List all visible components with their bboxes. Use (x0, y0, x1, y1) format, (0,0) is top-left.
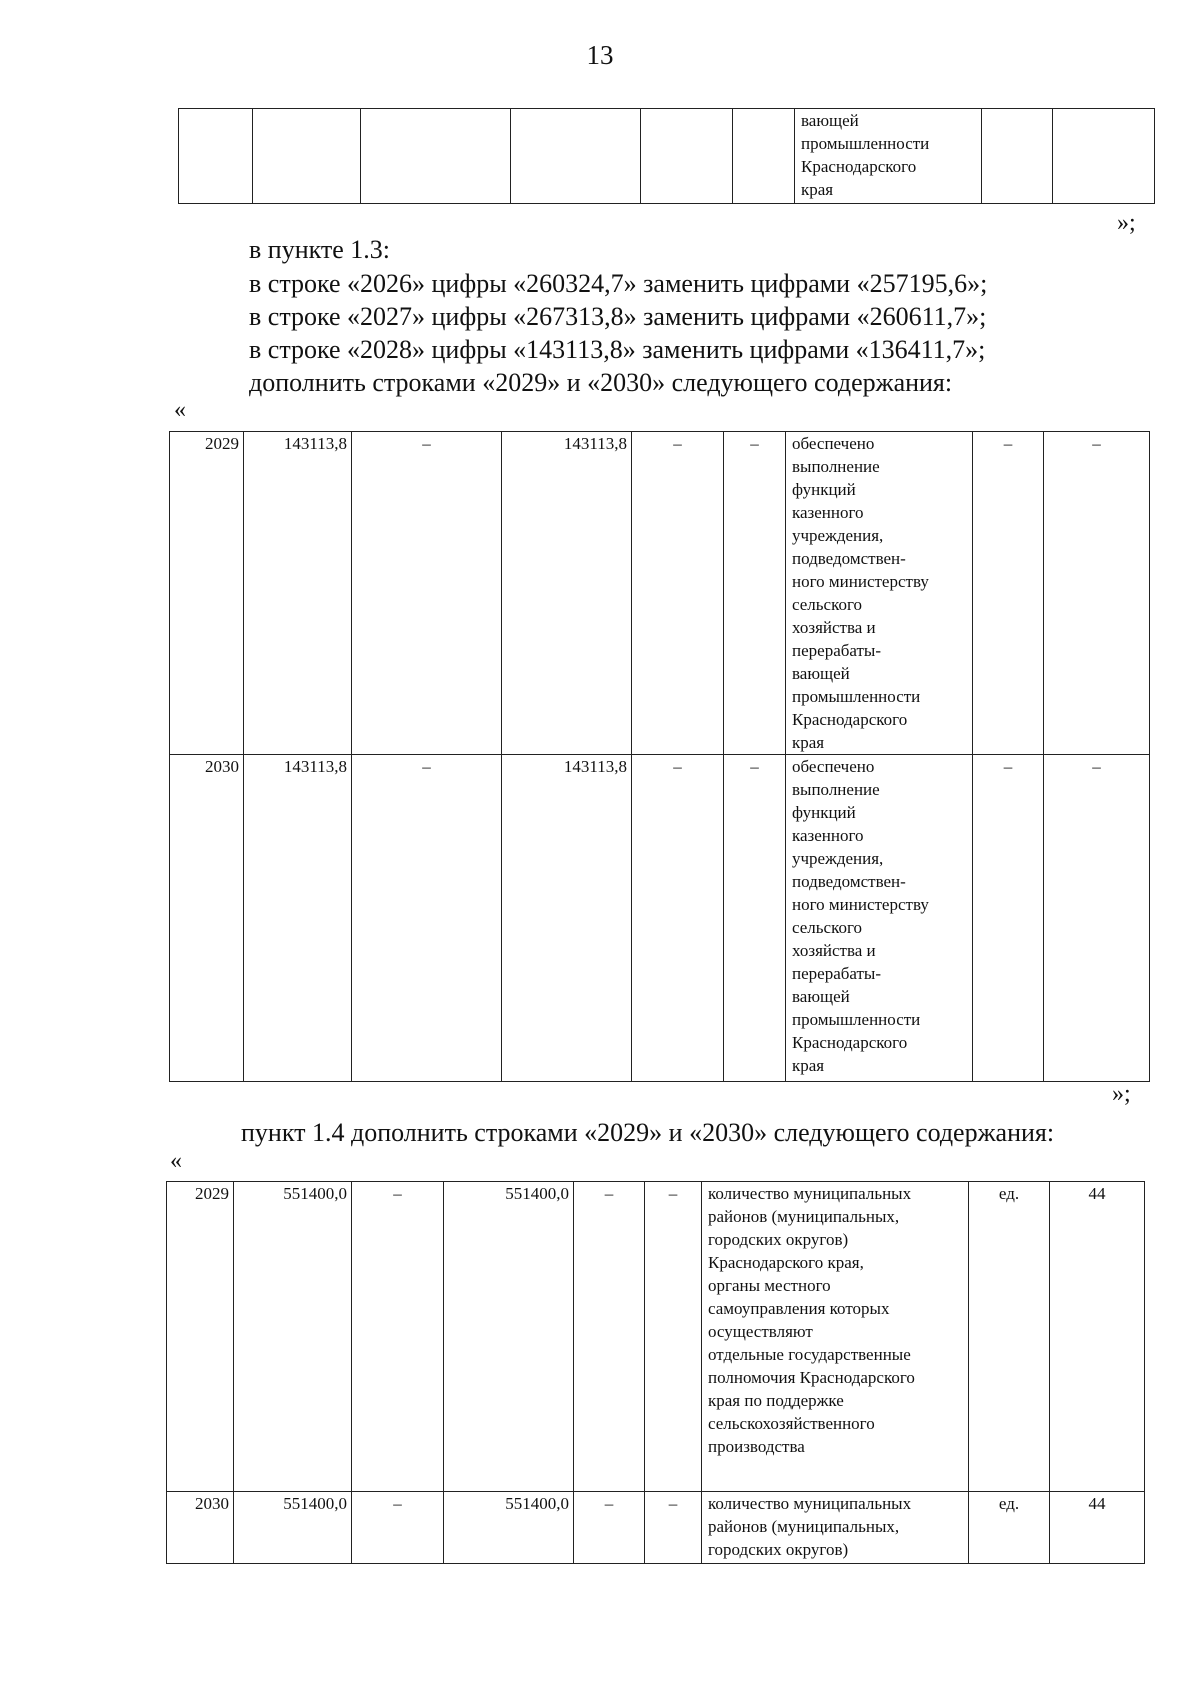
dash-cell: – (352, 1492, 444, 1564)
table-row (167, 1492, 1145, 1564)
top-table-cell (179, 109, 253, 204)
table-row (170, 432, 1150, 755)
total-cell: 143113,8 (244, 755, 352, 1082)
dash-cell: – (724, 755, 786, 1082)
top-table-result-cell: вающей промышленности Краснодарского края (795, 109, 982, 204)
year-cell: 2030 (167, 1492, 234, 1564)
section-13-line: дополнить строками «2029» и «2030» следующего содержания: (249, 368, 953, 397)
top-table-cell (361, 109, 511, 204)
table-row (167, 1182, 1145, 1492)
closing-quote: »; (1117, 210, 1136, 236)
top-table-cell (253, 109, 361, 204)
closing-quote: »; (1112, 1081, 1131, 1107)
dash-cell: – (574, 1182, 645, 1492)
table-item-1-4 (166, 1181, 1145, 1564)
year-cell: 2029 (170, 432, 244, 755)
dash-cell: – (352, 755, 502, 1082)
opening-quote: « (174, 397, 186, 423)
page-number: 13 (586, 40, 614, 70)
total-cell: 551400,0 (234, 1492, 352, 1564)
table-row (170, 755, 1150, 1082)
section-13-line: в строке «2026» цифры «260324,7» заменить цифрами «257195,6»; (249, 269, 988, 298)
result-cell: обеспечено выполнение функций казенного учреждения, подведомствен- ного министерству сельского хозяйства и перерабаты- вающей промышленности Краснодарского края (786, 432, 973, 755)
top-table-fragment (178, 108, 1155, 204)
unit-cell: – (973, 432, 1044, 755)
dash-cell: – (645, 1492, 702, 1564)
value-cell: 44 (1050, 1492, 1145, 1564)
value-cell: – (1044, 755, 1150, 1082)
dash-cell: – (724, 432, 786, 755)
value-cell: 44 (1050, 1182, 1145, 1492)
unit-cell: ед. (969, 1492, 1050, 1564)
amount-cell: 551400,0 (444, 1182, 574, 1492)
unit-cell: – (973, 755, 1044, 1082)
top-table-cell (641, 109, 733, 204)
amount-cell: 143113,8 (502, 432, 632, 755)
amount-cell: 551400,0 (444, 1492, 574, 1564)
opening-quote: « (170, 1148, 182, 1174)
dash-cell: – (645, 1182, 702, 1492)
section-13-line: в строке «2027» цифры «267313,8» заменить цифрами «260611,7»; (249, 302, 987, 331)
dash-cell: – (574, 1492, 645, 1564)
result-cell: обеспечено выполнение функций казенного учреждения, подведомствен- ного министерству сельского хозяйства и перерабаты- вающей промышленности Краснодарского края (786, 755, 973, 1082)
year-cell: 2030 (170, 755, 244, 1082)
section-13-line: в строке «2028» цифры «143113,8» заменить цифрами «136411,7»; (249, 335, 986, 364)
top-table-cell (733, 109, 795, 204)
dash-cell: – (352, 432, 502, 755)
section-14-heading: пункт 1.4 дополнить строками «2029» и «2030» следующего содержания: (241, 1118, 1055, 1147)
value-cell: – (1044, 432, 1150, 755)
year-cell: 2029 (167, 1182, 234, 1492)
unit-cell: ед. (969, 1182, 1050, 1492)
dash-cell: – (352, 1182, 444, 1492)
table-item-1-3 (169, 431, 1150, 1082)
result-cell: количество муниципальных районов (муниципальных, городских округов) Краснодарского края, органы местного самоуправления которых осуществляют отдельные государственные полномочия Краснодарского края по поддержке сельскохозяйственного производства (702, 1182, 969, 1492)
top-table-cell (982, 109, 1053, 204)
amount-cell: 143113,8 (502, 755, 632, 1082)
result-cell: количество муниципальных районов (муниципальных, городских округов) (702, 1492, 969, 1564)
top-table-cell (511, 109, 641, 204)
dash-cell: – (632, 755, 724, 1082)
total-cell: 551400,0 (234, 1182, 352, 1492)
total-cell: 143113,8 (244, 432, 352, 755)
top-table-cell (1053, 109, 1155, 204)
dash-cell: – (632, 432, 724, 755)
section-13-heading: в пункте 1.3: (249, 235, 391, 264)
